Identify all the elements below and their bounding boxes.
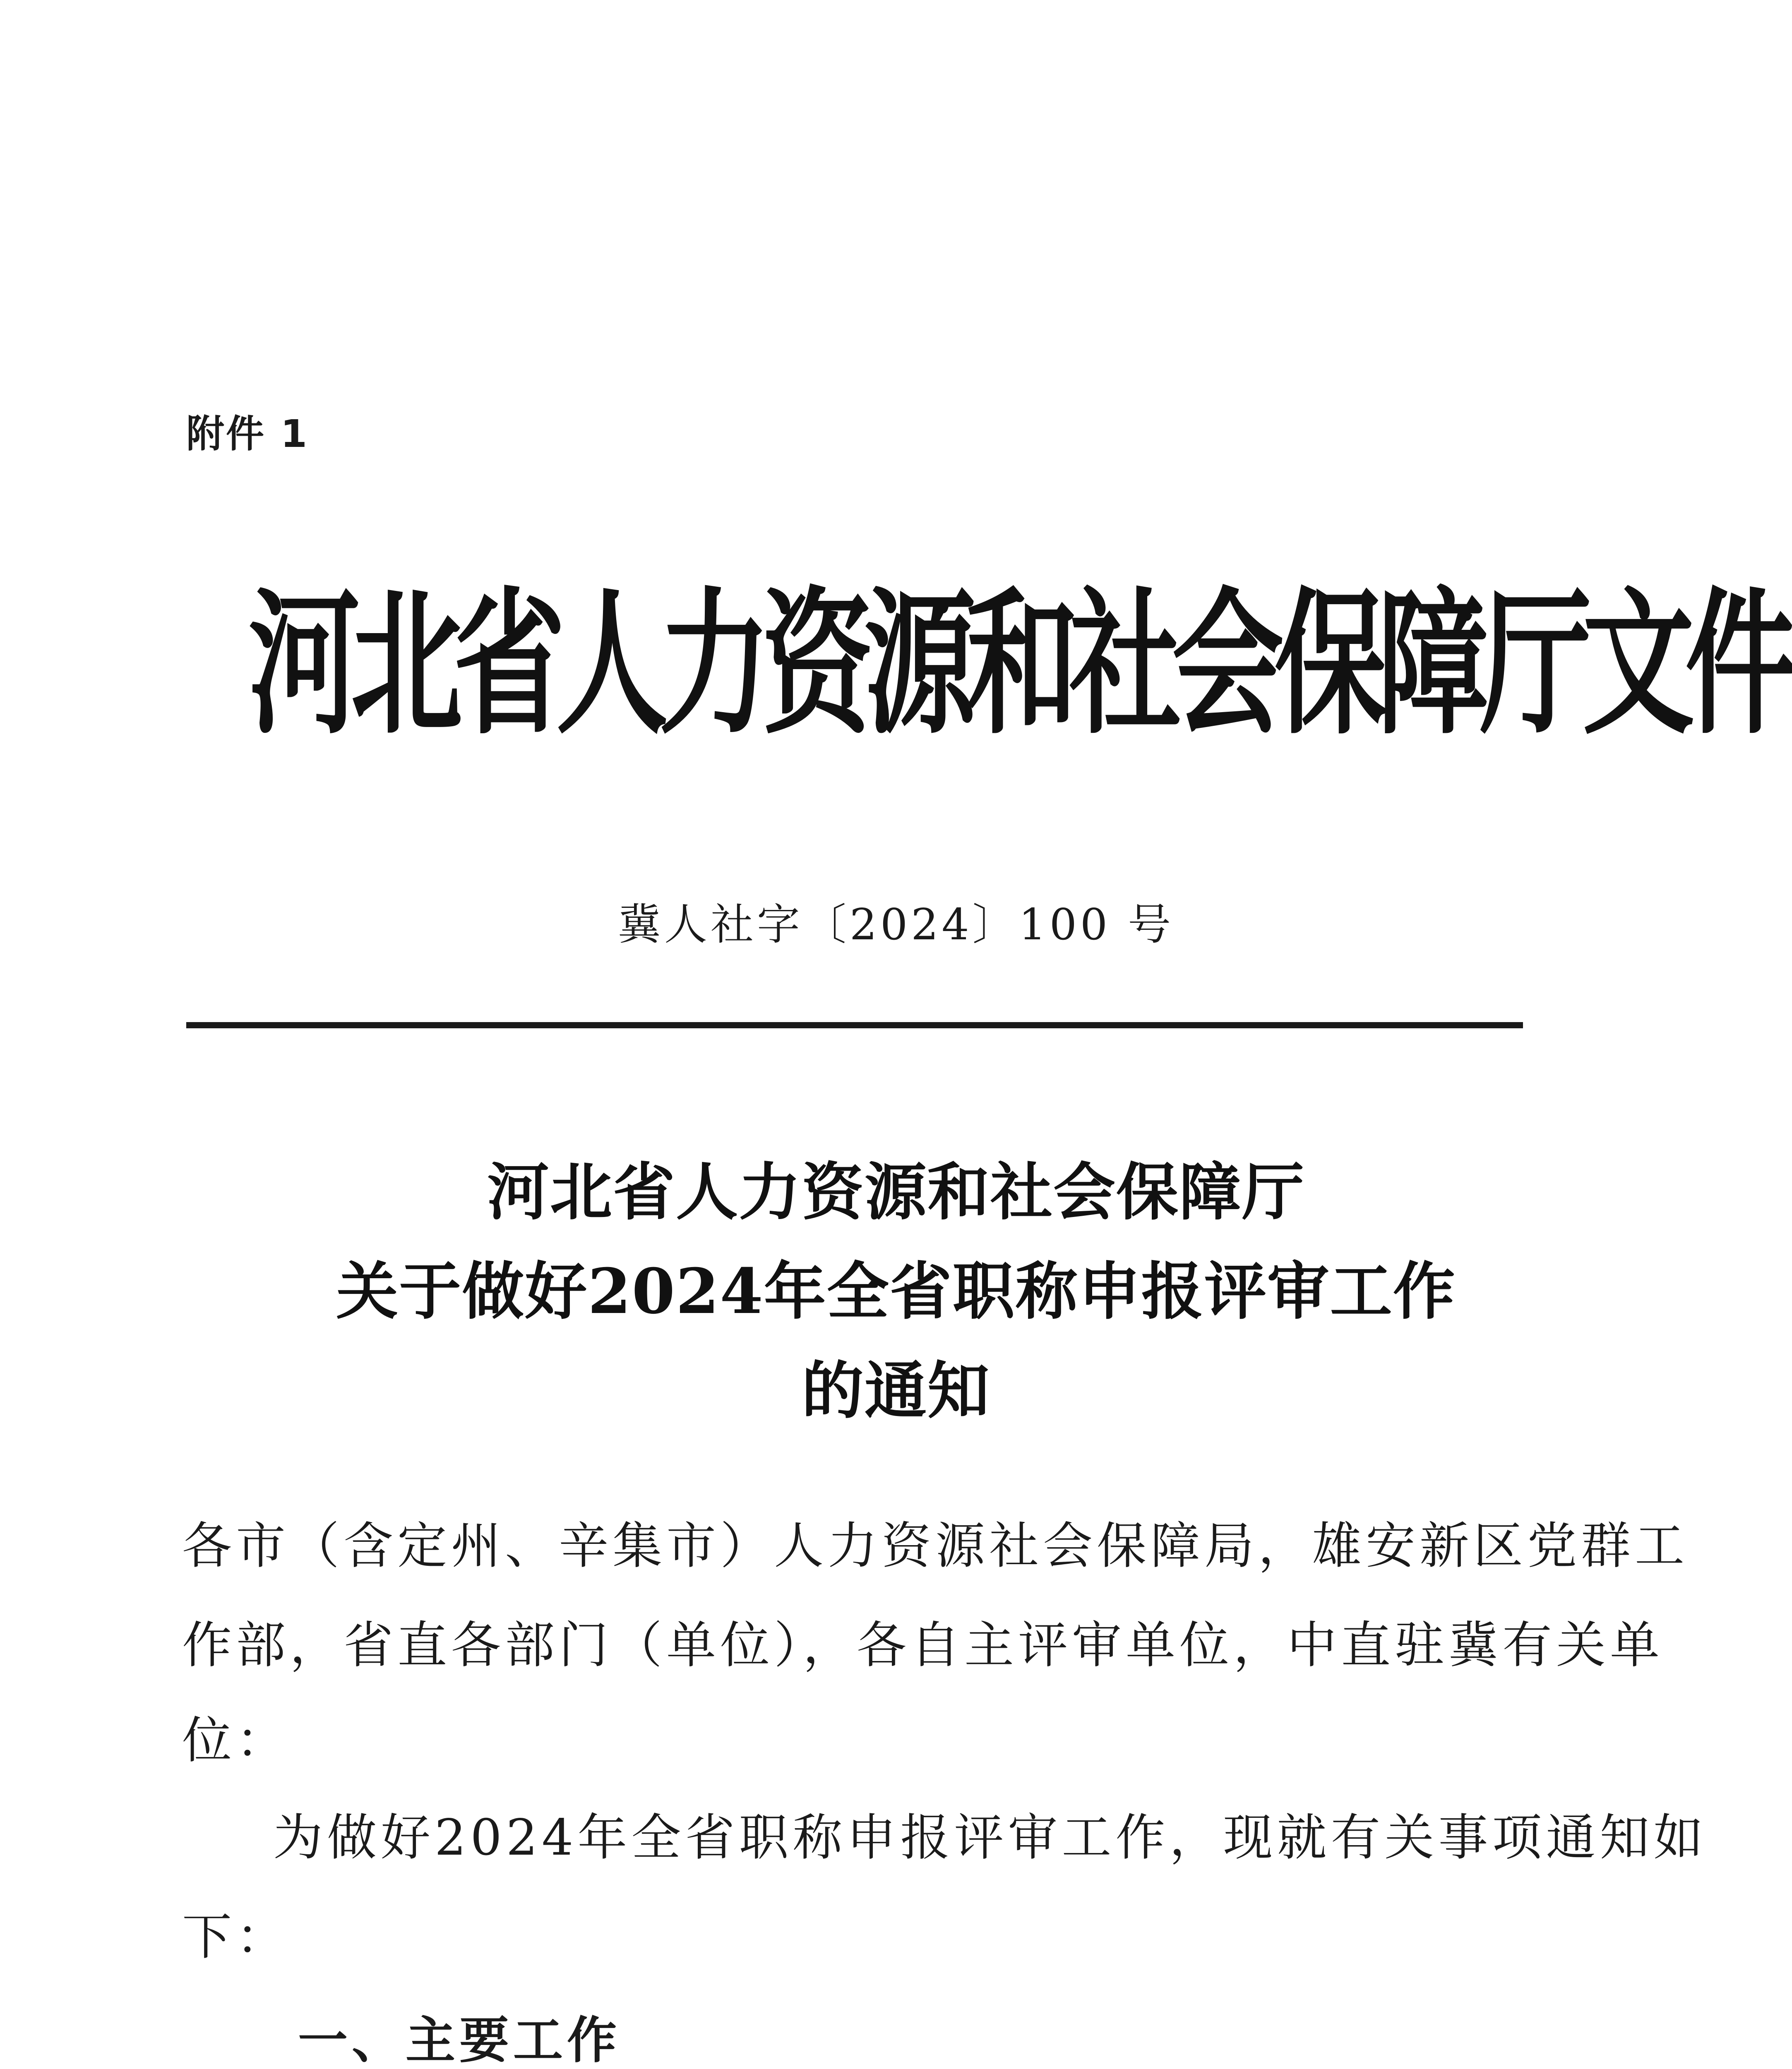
addressee-line-2: 作部，省直各部门（单位），各自主评审单位，中直驻冀有关单 (182, 1617, 1664, 1674)
addressee-line-1: 各市（含定州、辛集市）人力资源社会保障局，雄安新区党群工 (182, 1517, 1689, 1575)
title-line-3: 的通知 (801, 1354, 990, 1427)
header-divider-rule (186, 1022, 1523, 1028)
document-masthead: 河北省人力资源和社会保障厅文件 (248, 573, 1788, 756)
section-heading: 一、主要工作 (298, 2012, 621, 2069)
intro-line-1: 为做好2024年全省职称申报评审工作，现就有关事项通知如 (273, 1809, 1708, 1867)
title-line-1: 河北省人力资源和社会保障厅 (487, 1156, 1305, 1229)
document-number: 冀人社字〔2024〕100 号 (617, 899, 1175, 950)
intro-line-2: 下： (182, 1908, 290, 1966)
addressee-line-3: 位： (182, 1712, 290, 1769)
title-line-2: 关于做好2024年全省职称申报评审工作 (336, 1255, 1456, 1328)
attachment-label: 附件 1 (186, 412, 309, 456)
